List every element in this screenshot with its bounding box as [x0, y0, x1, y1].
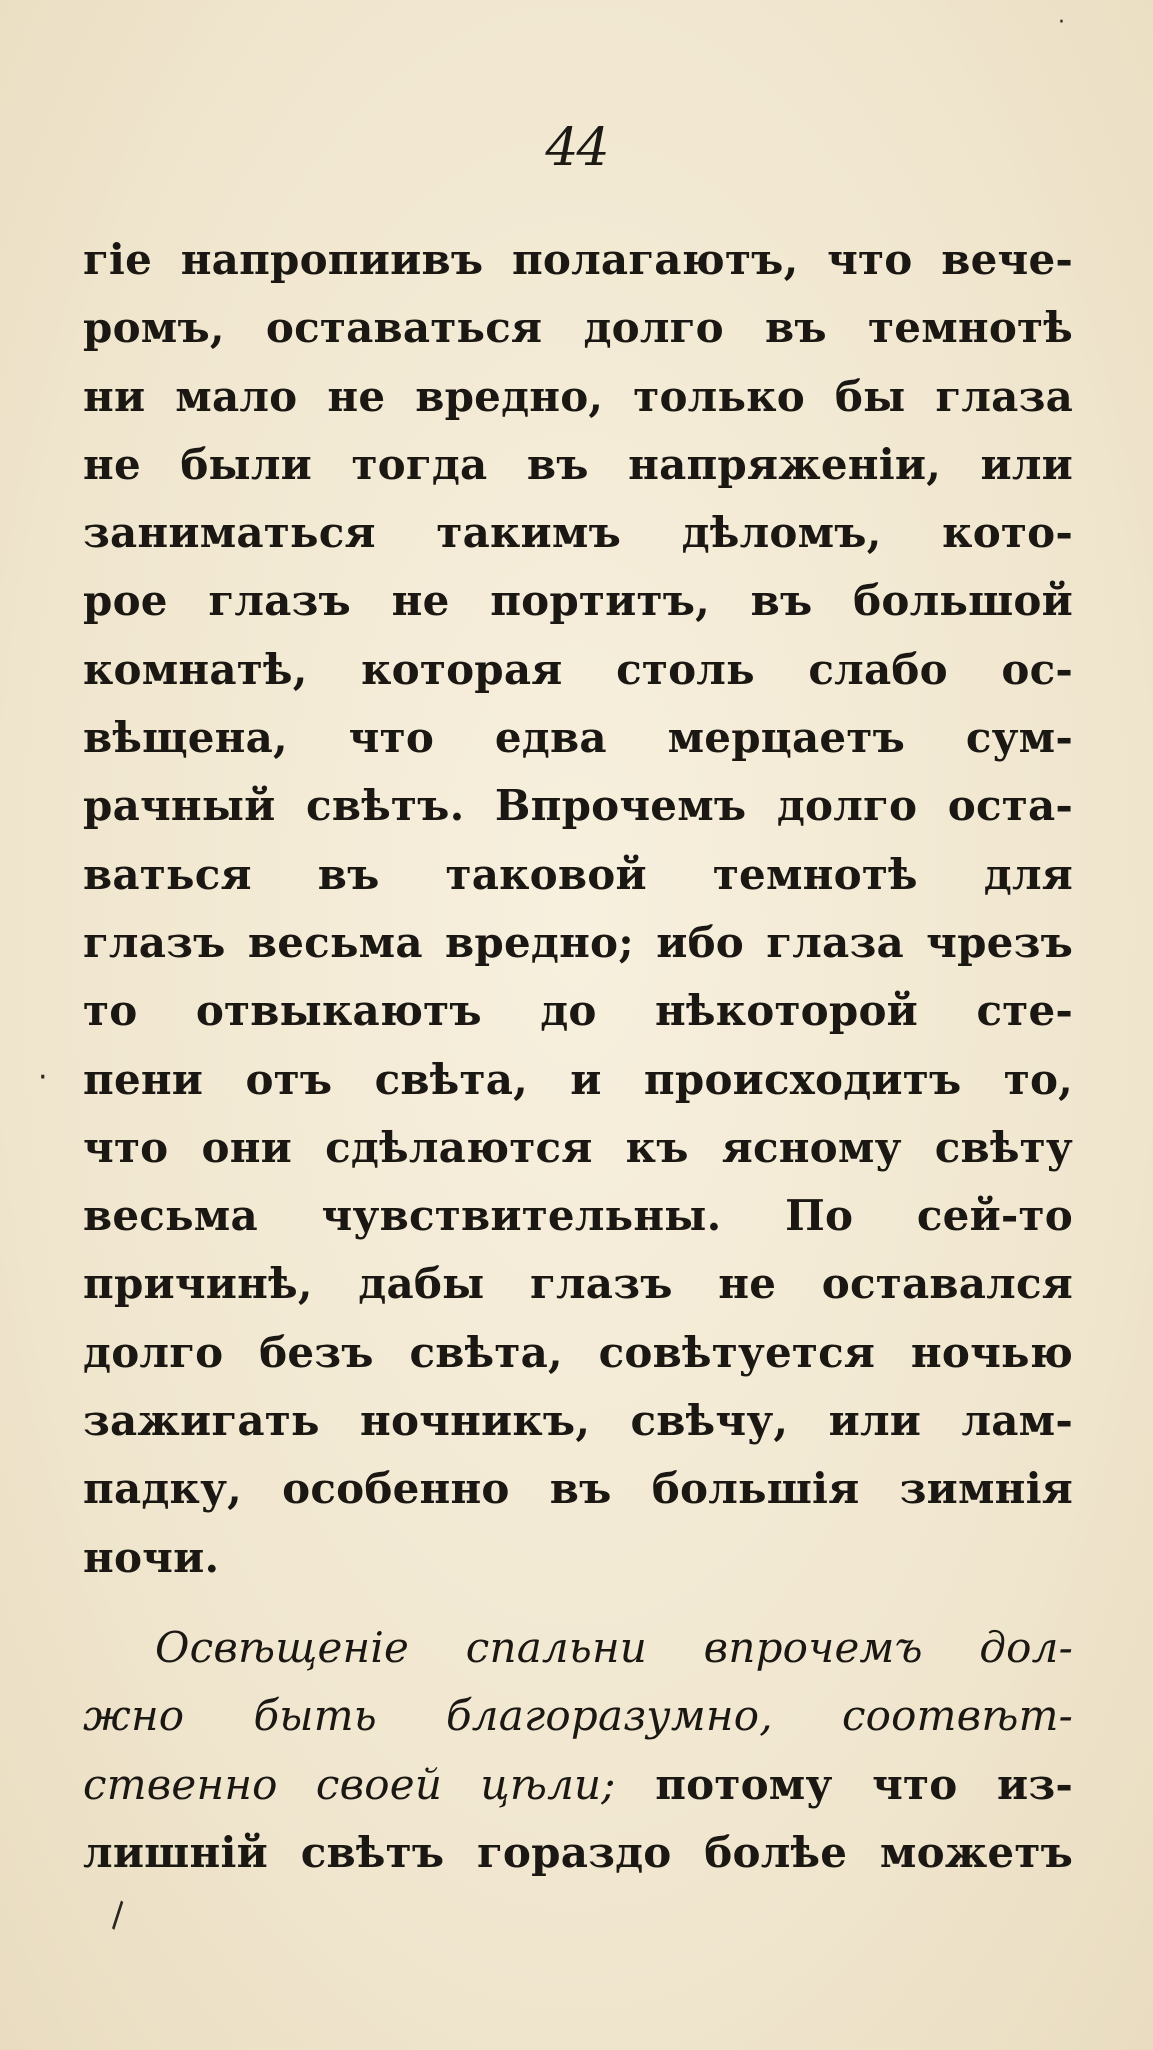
text-line: падку, особенно въ большія зимнія: [83, 1464, 1073, 1514]
text-line: ромъ, оставаться долго въ темнотѣ: [83, 303, 1073, 353]
text-line: [83, 1751, 1073, 1819]
text-line: весьма чувствительны. По сей-то: [83, 1191, 1073, 1241]
page-number: 44: [545, 118, 608, 178]
text-line: жно быть благоразумно, соотвѣт-: [83, 1691, 1073, 1741]
text-line: не были тогда въ напряженіи, или: [83, 439, 1073, 489]
text-line: ни мало не вредно, только бы глаза: [83, 371, 1073, 421]
text-line: глазъ весьма вредно; ибо глаза чрезъ: [83, 917, 1073, 967]
text-line: лишній свѣтъ гораздо болѣе можетъ: [83, 1827, 1073, 1877]
text-line: заниматься такимъ дѣломъ, кото-: [83, 508, 1073, 558]
text-line: гіе напропиивъ полагаютъ, что вече-: [83, 235, 1073, 284]
body-text: [83, 226, 1073, 1887]
text-line: пени отъ свѣта, и происходитъ то,: [83, 1054, 1073, 1104]
italic-phrase: ственно своей цѣли;: [83, 1759, 616, 1809]
text-line: ваться въ таковой темнотѣ для: [83, 849, 1073, 899]
text-line: то отвыкаютъ до нѣкоторой сте-: [83, 986, 1073, 1036]
text-line: ночи.: [83, 1532, 220, 1582]
ink-mark: \: [101, 1895, 134, 1935]
ink-speck: ·: [1058, 10, 1065, 35]
ink-speck: ·: [38, 1060, 48, 1095]
text-line: зажигать ночникъ, свѣчу, или лам-: [83, 1396, 1073, 1446]
text-span: потому что из-: [615, 1759, 1074, 1809]
text-line: причинѣ, дабы глазъ не оставался: [83, 1259, 1073, 1309]
text-line: рачный свѣтъ. Впрочемъ долго оста-: [83, 781, 1073, 831]
text-line: комнатѣ, которая столь слабо ос-: [83, 644, 1073, 694]
text-line: долго безъ свѣта, совѣтуется ночью: [83, 1327, 1073, 1377]
text-line: рое глазъ не портитъ, въ большой: [83, 576, 1073, 626]
text-line: что они сдѣлаются къ ясному свѣту: [83, 1122, 1073, 1172]
text-line: Освѣщеніе спальни впрочемъ дол-: [155, 1622, 1073, 1672]
text-line: вѣщена, что едва мерцаетъ сум-: [83, 713, 1073, 763]
